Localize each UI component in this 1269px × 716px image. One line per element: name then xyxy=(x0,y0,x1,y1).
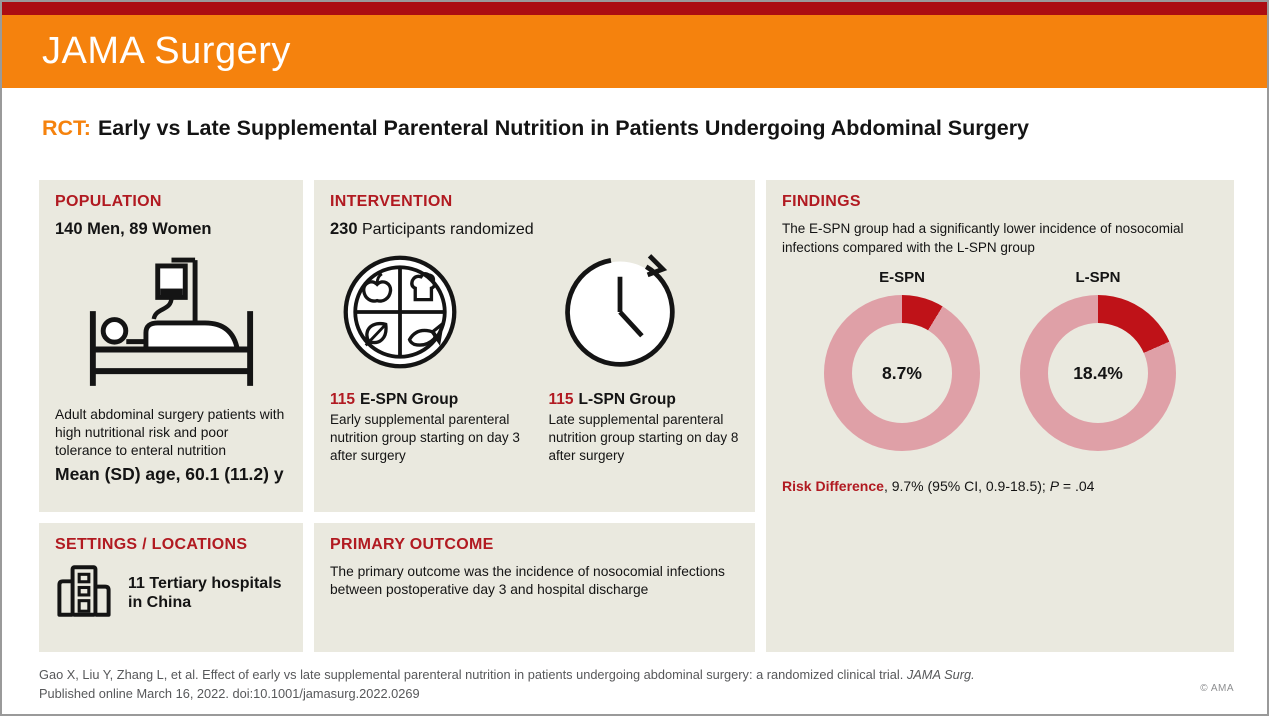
citation-text: Gao X, Liu Y, Zhang L, et al. Effect of early vs late supplemental parenteral nutrition in patients undergoing abdominal surgery: a randomized clinical trial. xyxy=(39,666,907,682)
primary-outcome-heading: PRIMARY OUTCOME xyxy=(330,535,494,553)
meal-plate-icon xyxy=(340,252,460,377)
patient-bed-icon xyxy=(85,254,257,393)
lspn-donut-hole xyxy=(1048,323,1148,423)
p-value: = .04 xyxy=(1059,478,1095,495)
risk-difference-label: Risk Difference xyxy=(782,478,884,495)
espn-group-name: E-SPN Group xyxy=(360,390,459,408)
espn-group xyxy=(330,391,521,465)
espn-group-n: 115 xyxy=(330,390,356,408)
population-age: Mean (SD) age, 60.1 (11.2) y xyxy=(55,463,284,484)
espn-group-description: Early supplemental parenteral nutrition group starting on day 3 after surgery xyxy=(330,411,520,463)
lspn-group xyxy=(549,391,740,465)
randomized-count: 230 xyxy=(330,219,358,238)
intervention-heading: INTERVENTION xyxy=(330,192,453,210)
citation-line2: Published online March 16, 2022. doi:10.1001/jamasurg.2022.0269 xyxy=(39,686,420,702)
intervention-panel xyxy=(314,180,755,512)
settings-heading: SETTINGS / LOCATIONS xyxy=(55,535,248,553)
espn-donut-value: 8.7% xyxy=(882,362,922,383)
randomized-label: Participants randomized xyxy=(357,220,534,238)
intervention-icons xyxy=(330,252,739,377)
top-accent-strip xyxy=(2,2,1267,15)
footer-citation xyxy=(39,665,1234,705)
citation-journal: JAMA Surg. xyxy=(906,666,975,682)
espn-donut-chart xyxy=(824,295,980,451)
findings-panel xyxy=(766,180,1234,652)
lspn-group-n: 115 xyxy=(548,390,574,408)
donut-charts xyxy=(782,269,1218,451)
content-grid xyxy=(39,180,1234,652)
hospital-icon xyxy=(55,563,113,624)
population-heading: POPULATION xyxy=(55,192,162,210)
primary-outcome-text: The primary outcome was the incidence of nosocomial infections between postoperative day 3 and hospital discharge xyxy=(330,563,725,597)
findings-heading: FINDINGS xyxy=(782,192,861,210)
lspn-donut-label: L-SPN xyxy=(1075,269,1121,287)
study-title-text: Early vs Late Supplemental Parenteral Nutrition in Patients Undergoing Abdominal Surgery xyxy=(97,116,1030,140)
population-count: 140 Men, 89 Women xyxy=(55,219,212,238)
risk-difference-line xyxy=(782,478,1218,494)
lspn-group-description: Late supplemental parenteral nutrition group starting on day 8 after surgery xyxy=(548,411,739,463)
espn-donut-block xyxy=(824,269,980,451)
study-title xyxy=(42,117,1227,141)
intervention-count xyxy=(330,220,739,239)
settings-panel xyxy=(39,523,303,652)
p-symbol: P xyxy=(1049,478,1060,495)
lspn-donut-value: 18.4% xyxy=(1073,362,1123,383)
lspn-group-name: L-SPN Group xyxy=(578,390,676,408)
lspn-donut-chart xyxy=(1020,295,1176,451)
findings-summary: The E-SPN group had a significantly lower incidence of nosocomial infections compared with the L-SPN group xyxy=(782,220,1184,255)
intervention-groups xyxy=(330,391,739,465)
ama-copyright: © AMA xyxy=(1200,682,1234,694)
study-type-tag: RCT: xyxy=(42,116,91,140)
population-panel xyxy=(39,180,303,512)
espn-donut-hole xyxy=(852,323,952,423)
population-description: Adult abdominal surgery patients with high nutritional risk and poor tolerance to enteral nutrition xyxy=(55,406,285,459)
espn-donut-label: E-SPN xyxy=(879,269,925,287)
clock-icon xyxy=(560,252,680,377)
journal-brand: JAMA Surgery xyxy=(42,30,291,72)
primary-outcome-panel xyxy=(314,523,755,652)
risk-difference-value: , 9.7% (95% CI, 0.9-18.5); xyxy=(883,478,1050,495)
espn-group-title xyxy=(330,391,521,409)
settings-text: 11 Tertiary hospitals in China xyxy=(128,574,282,612)
lspn-group-title xyxy=(549,391,740,409)
lspn-donut-block xyxy=(1020,269,1176,451)
masthead xyxy=(2,15,1267,88)
settings-row xyxy=(55,563,287,624)
